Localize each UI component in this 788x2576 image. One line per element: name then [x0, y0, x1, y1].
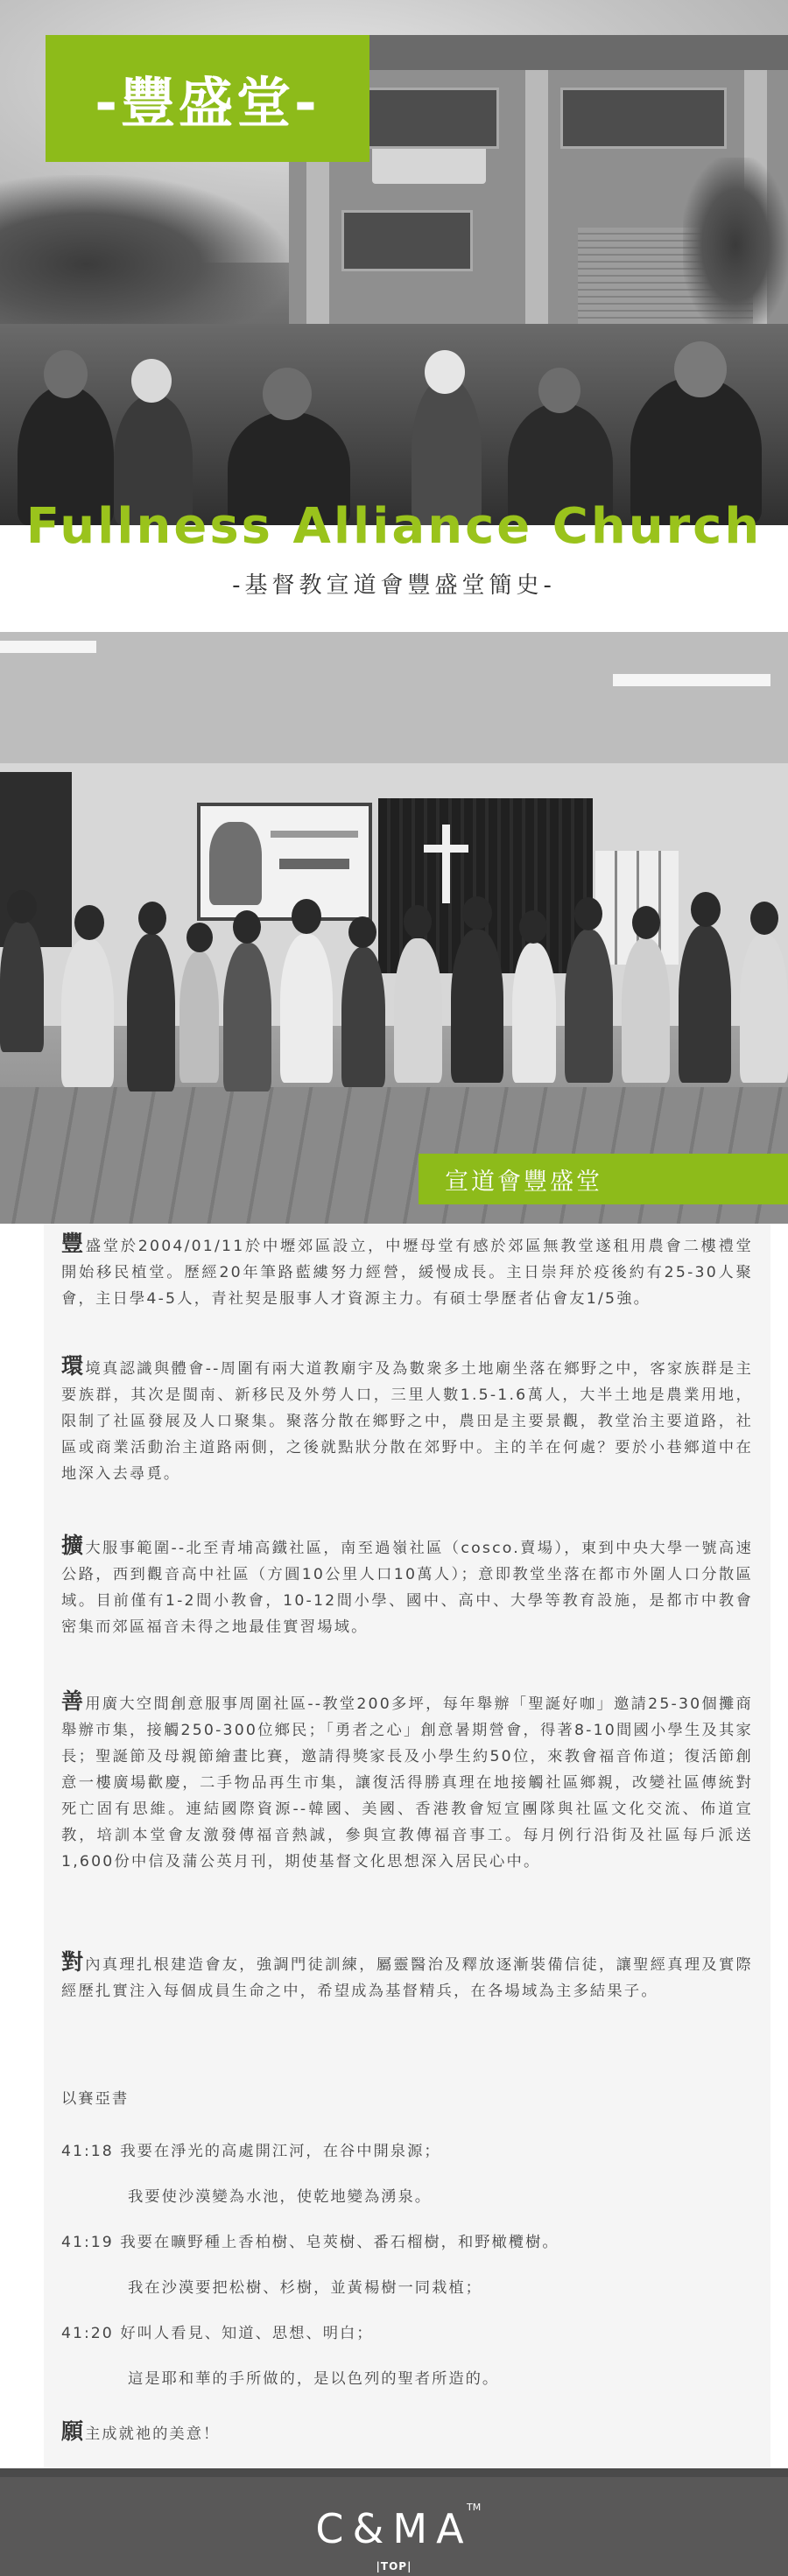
paragraph-text: 用廣大空間創意服事周圍社區--教堂200多坪，每年舉辦「聖誕好咖」邀請25-30個攤商舉辦市集，接觸250-300位鄉民；「勇者之心」創意暑期營會，得著8-10間國小學生及其家長；聖誕節及母親節繪畫比賽，邀請得獎家長及小學生約50位，來教會福音佈道；復活節創意一樓廣場歡慶，二手物品再生市集，讓復活得勝真理在地接觸社區鄉親，改變社區傳統對死亡固有思維。連結國際資源--韓國、美國、香港教會短宣團隊與社區文化交流、佈道宣教，培訓本堂會友激發傳福音熱誠，參與宣教傳福音事工。每月例行沿街及社區每戶派送1,600份中信及蒲公英月刊，期使基督文化思想深入居民心中。 — [61, 1695, 753, 1871]
scripture-verse — [61, 2138, 753, 2165]
article-paragraph-founding — [61, 1231, 753, 1312]
cross-icon — [442, 825, 450, 903]
page-subtitle: -基督教宣道會豐盛堂簡史- — [232, 572, 556, 599]
back-to-top-link[interactable]: |TOP| — [376, 2560, 412, 2572]
trademark-mark: TM — [467, 2502, 482, 2513]
verse-ref: 41:18 — [61, 2143, 114, 2160]
verse-continuation: 我要使沙漠變為水池，使乾地變為湧泉。 — [128, 2188, 433, 2206]
paragraph-text: 盛堂於2004/01/11於中壢郊區設立，中壢母堂有感於郊區無教堂遂租用農會二樓禮堂開始移民植堂。歷經20年筆路藍縷努力經營，緩慢成長。主日崇拜於疫後約有25-30人聚會，主日學4-5人，青社契是服事人才資源主力。有碩士學歷者佔會友1/5強。 — [61, 1238, 753, 1308]
projector-screen — [197, 803, 372, 921]
article-paragraph-discipleship — [61, 1949, 753, 2004]
verse-continuation: 這是耶和華的手所做的，是以色列的聖者所造的。 — [128, 2370, 500, 2388]
group-photo — [0, 632, 788, 1224]
church-name-badge — [46, 35, 369, 162]
article-paragraph-scope — [61, 1533, 753, 1640]
scripture-verse — [61, 2229, 753, 2256]
article-paragraph-community-ministry — [61, 1688, 753, 1875]
drop-cap: 擴 — [61, 1533, 86, 1558]
verse-ref: 41:19 — [61, 2234, 114, 2251]
closing-blessing — [61, 2417, 753, 2449]
cma-logo: C&MA — [315, 2505, 473, 2552]
paragraph-text: 大服事範圍--北至青埔高鐵社區，南至過嶺社區（cosco.賣場），東到中央大學一號高速公路，西到觀音高中社區（方圓10公里人口10萬人）；意即教堂坐落在都市外圍人口分散區域。目前僅有1-2間小教會，10-12間小學、國中、高中、大學等教育設施，是都市中教會密集而郊區福音未得之地最佳實習場域。 — [61, 1540, 753, 1636]
scripture-book-title: 以賽亞書 — [61, 2090, 130, 2108]
drop-cap: 環 — [61, 1353, 86, 1379]
drop-cap: 善 — [61, 1688, 86, 1714]
verse-line: 我要在曠野種上香柏樹、皂莢樹、番石榴樹，和野橄欖樹。 — [120, 2234, 559, 2251]
drop-cap: 對 — [61, 1949, 86, 1975]
article-paragraph-environment — [61, 1353, 753, 1487]
verse-line: 好叫人看見、知道、思想、明白； — [120, 2325, 374, 2342]
photo-caption-badge — [419, 1154, 788, 1204]
church-name-badge-text: -豐盛堂- — [95, 71, 320, 135]
drop-cap: 願 — [61, 2418, 86, 2444]
photo-caption-text: 宣道會豐盛堂 — [445, 1168, 602, 1196]
history-article — [44, 1224, 770, 2468]
verse-line: 我要在淨光的高處開江河，在谷中開泉源； — [120, 2143, 441, 2160]
verse-ref: 41:20 — [61, 2325, 114, 2342]
drop-cap: 豐 — [61, 1231, 86, 1256]
paragraph-text: 境真認識與體會--周圍有兩大道教廟宇及為數衆多土地廟坐落在鄉野之中，客家族群是主要族群，其次是閩南、新移民及外勞人口，三里人數1.5-1.6萬人，大半土地是農業用地，限制了社區發展及人口聚集。聚落分散在鄉野之中，農田是主要景觀，教堂治主要道路，社區或商業活動治主道路兩側，之後就點狀分散在郊野中。主的羊在何處？要於小巷鄉道中在地深入去尋覓。 — [61, 1360, 754, 1483]
hero-trees-right — [683, 158, 788, 333]
footer — [0, 2468, 788, 2576]
hero-trees-left — [0, 175, 289, 324]
scripture-verse — [61, 2320, 753, 2347]
verse-continuation: 我在沙漠要把松樹、杉樹，並黃楊樹一同栽植； — [128, 2279, 482, 2297]
english-church-title: Fullness Alliance Church — [25, 498, 763, 555]
paragraph-text: 內真理扎根建造會友，強調門徒訓練，屬靈醫治及釋放逐漸裝備信徒，讓聖經真理及實際經歷扎實注入每個成員生命之中，希望成為基督精兵，在各場域為主多結果子。 — [61, 1956, 753, 2000]
closing-text: 主成就祂的美意！ — [85, 2425, 221, 2443]
